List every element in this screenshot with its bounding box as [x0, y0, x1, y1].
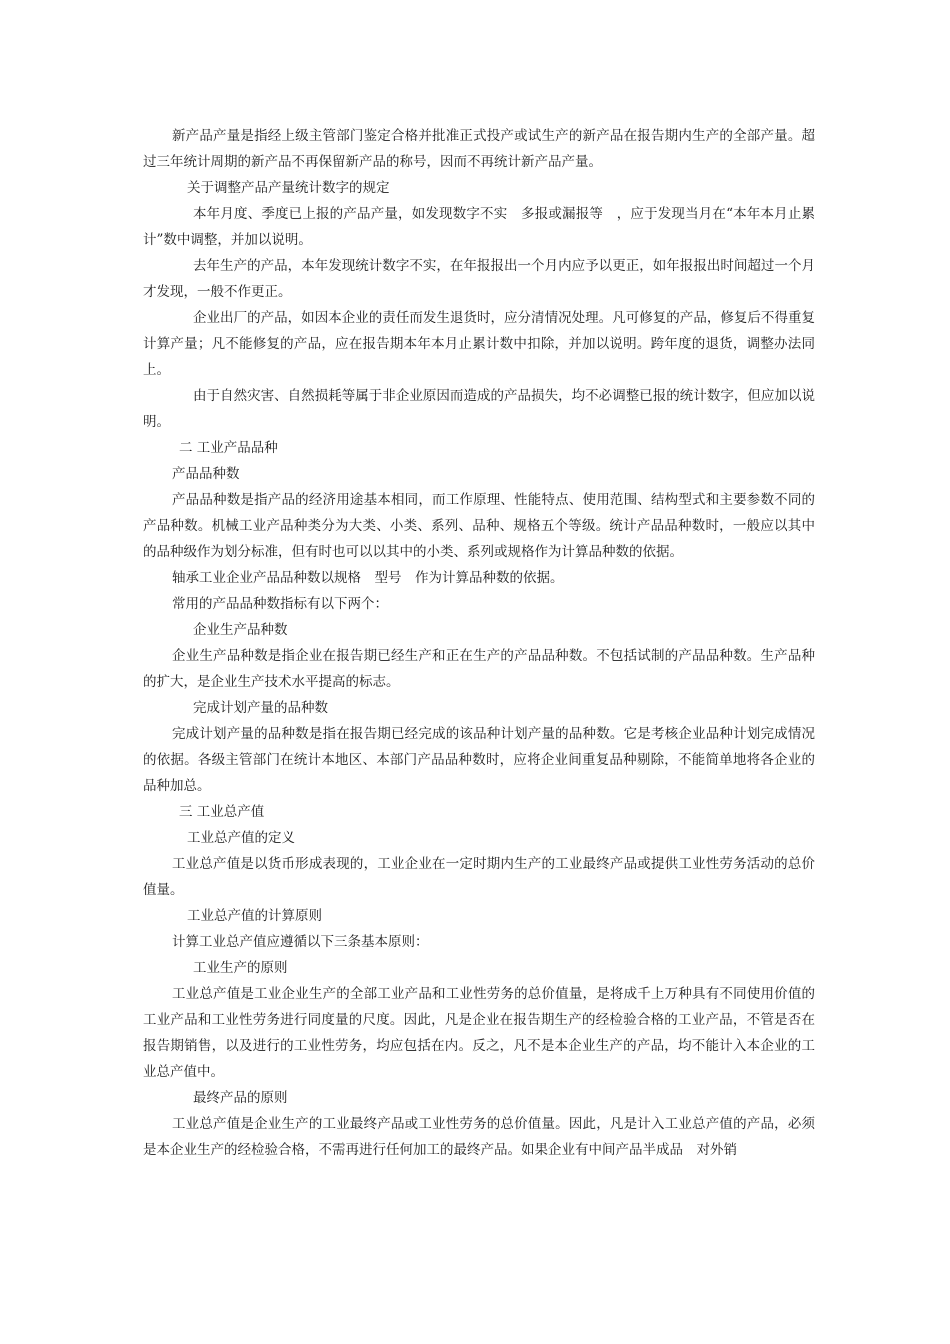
subheading-industrial-production-principle: 工业生产的原则 [193, 960, 288, 976]
paragraph-industrial-production-principle: 工业总产值是工业企业生产的全部工业产品和工业性劳务的总价值量，是将成千上万种具有不同使用价值的工业产品和工业性劳务进行同度量的尺度。因此，凡是企业在报告期生产的经检验合格的工业产品，不管是否在报告期销售，以及进行的工业性劳务，均应包括在内。反之，凡不是本企业生产的产品，均不能计入本企业的工业总产值中。 [143, 986, 815, 1080]
paragraph-returned-products: 企业出厂的产品，如因本企业的责任而发生退货时，应分清情况处理。凡可修复的产品，修复后不得重复计算产量；凡不能修复的产品，应在报告期本年本月止累计数中扣除，并加以说明。跨年度的退货，调整办法同上。 [143, 310, 815, 378]
subheading-calculation-principles: 工业总产值的计算原则 [187, 908, 322, 924]
paragraph-new-product-output: 新产品产量是指经上级主管部门鉴定合格并批准正式投产或试生产的新产品在报告期内生产的全部产量。超过三年统计周期的新产品不再保留新产品的称号，因而不再统计新产品产量。 [143, 128, 815, 170]
subheading-final-product-principle: 最终产品的原则 [193, 1090, 288, 1106]
paragraph-bearing-industry: 轴承工业企业产品品种数以规格 型号 作为计算品种数的依据。 [172, 570, 564, 586]
paragraph-enterprise-variety: 企业生产品种数是指企业在报告期已经生产和正在生产的产品品种数。不包括试制的产品品种数。生产品种的扩大，是企业生产技术水平提高的标志。 [143, 648, 815, 690]
paragraph-adjust-current-year: 本年月度、季度已上报的产品产量，如发现数字不实 多报或漏报等 ，应于发现当月在“本年本月止累计”数中调整，并加以说明。 [143, 206, 815, 248]
heading-adjust-output-rules: 关于调整产品产量统计数字的规定 [187, 180, 390, 196]
subheading-gross-output-definition: 工业总产值的定义 [187, 830, 295, 846]
subheading-planned-variety: 完成计划产量的品种数 [193, 700, 328, 716]
paragraph-common-indicators: 常用的产品品种数指标有以下两个： [172, 596, 388, 612]
paragraph-planned-variety: 完成计划产量的品种数是指在报告期已经完成的该品种计划产量的品种数。它是考核企业品种计划完成情况的依据。各级主管部门在统计本地区、本部门产品品种数时，应将企业间重复品种剔除，不能简单地将各企业的品种加总。 [143, 726, 815, 794]
paragraph-variety-definition: 产品品种数是指产品的经济用途基本相同，而工作原理、性能特点、使用范围、结构型式和主要参数不同的产品种数。机械工业产品种类分为大类、小类、系列、品种、规格五个等级。统计产品品种数时，一般应以其中的品种级作为划分标准，但有时也可以以其中的小类、系列或规格作为计算品种数的依据。 [143, 492, 815, 560]
paragraph-three-principles: 计算工业总产值应遵循以下三条基本原则： [172, 934, 429, 950]
subheading-variety-count: 产品品种数 [172, 466, 240, 482]
document-body [143, 123, 815, 1163]
paragraph-natural-loss: 由于自然灾害、自然损耗等属于非企业原因而造成的产品损失，均不必调整已报的统计数字，但应加以说明。 [143, 388, 815, 430]
paragraph-gross-output-definition: 工业总产值是以货币形成表现的，工业企业在一定时期内生产的工业最终产品或提供工业性劳务活动的总价值量。 [143, 856, 815, 898]
paragraph-adjust-last-year: 去年生产的产品，本年发现统计数字不实，在年报报出一个月内应予以更正，如年报报出时间超过一个月才发现，一般不作更正。 [143, 258, 815, 300]
section-heading-gross-output: 三 工业总产值 [179, 804, 265, 820]
paragraph-final-product-principle: 工业总产值是企业生产的工业最终产品或工业性劳务的总价值量。因此，凡是计入工业总产值的产品，必须是本企业生产的经检验合格，不需再进行任何加工的最终产品。如果企业有中间产品半成品 对外销 [143, 1116, 815, 1158]
section-heading-product-variety: 二 工业产品品种 [179, 440, 278, 456]
subheading-enterprise-variety: 企业生产品种数 [193, 622, 288, 638]
